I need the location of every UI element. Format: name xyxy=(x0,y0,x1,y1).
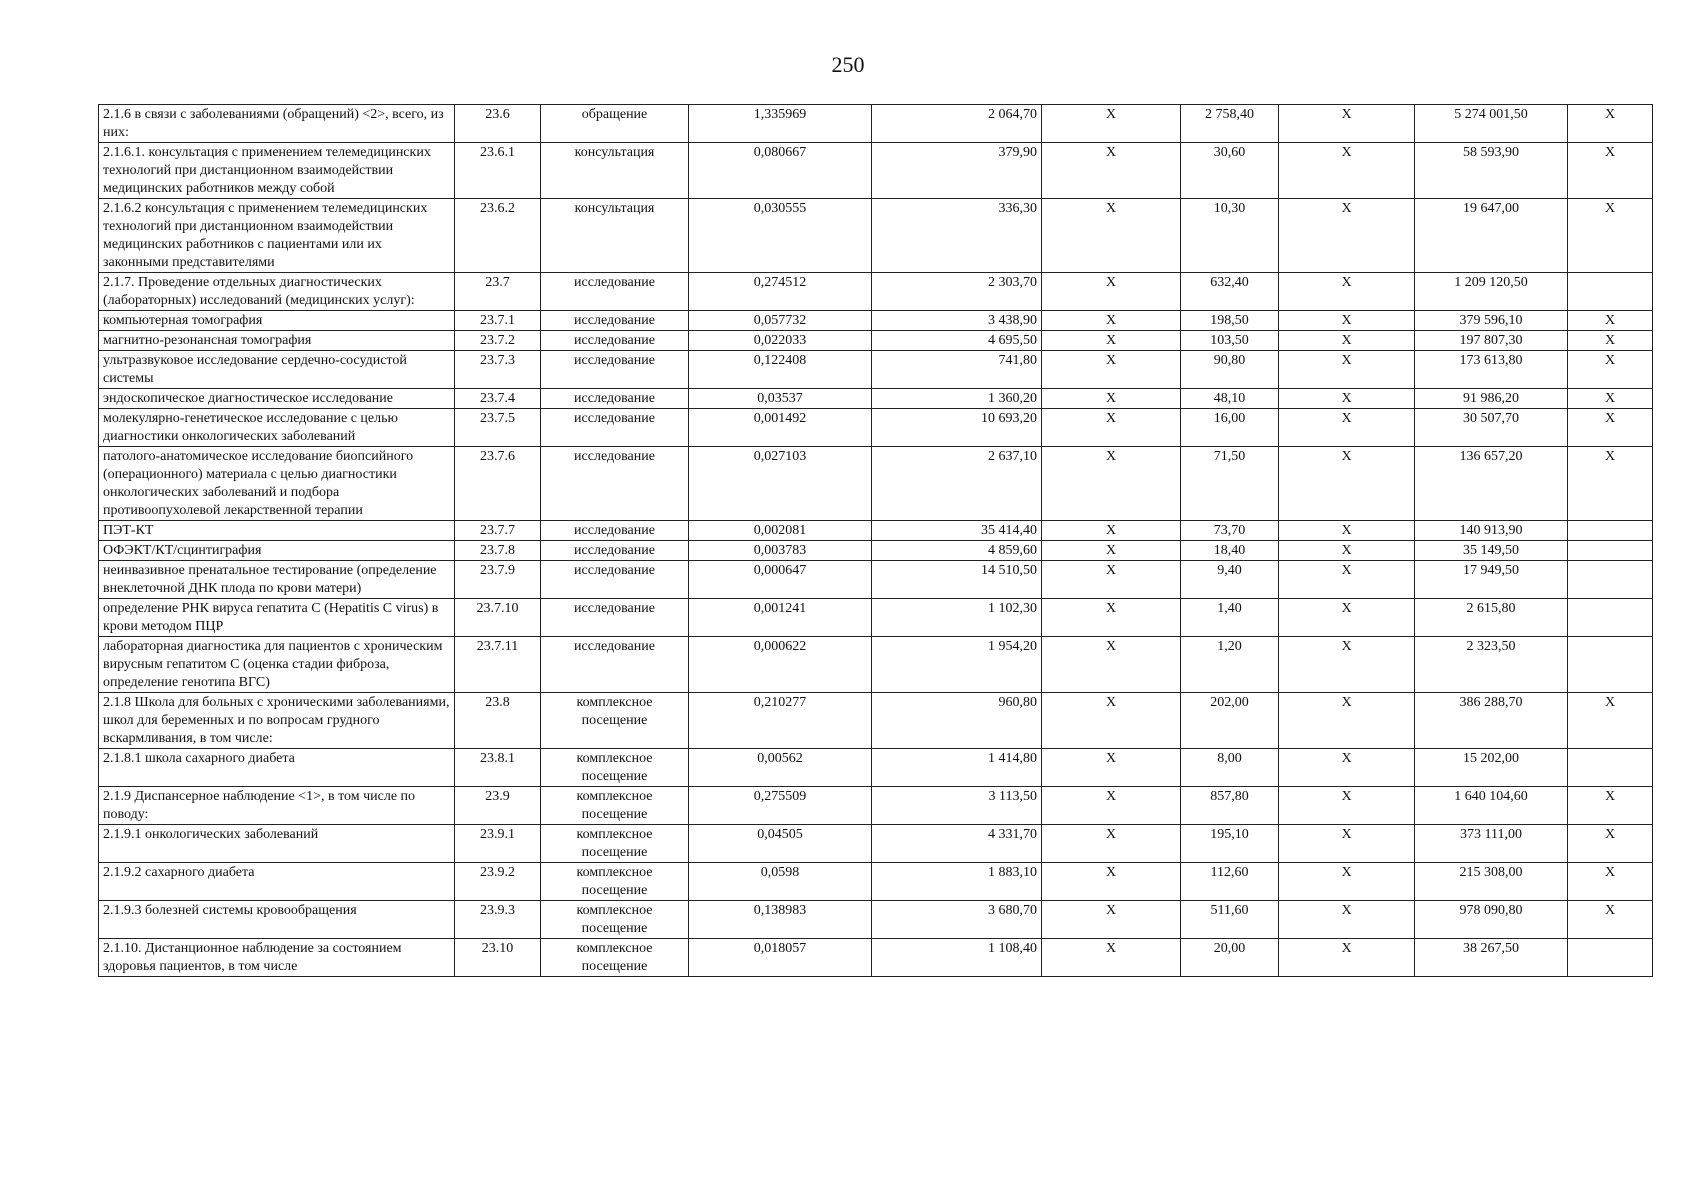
row-norm-cell: 0,001492 xyxy=(689,409,872,447)
row-name-cell: 2.1.6.2 консультация с применением телемедицинских технологий при дистанционном взаимодействии медицинских работников с пациентами или их законными представителями xyxy=(99,199,455,273)
row-name-cell: неинвазивное пренатальное тестирование (определение внеклеточной ДНК плода по крови матери) xyxy=(99,561,455,599)
row-x-mark-cell xyxy=(1568,561,1653,599)
row-code-cell: 23.7.4 xyxy=(455,389,541,409)
row-sum-cell: 379 596,10 xyxy=(1415,311,1568,331)
row-x-mark-cell: X xyxy=(1568,825,1653,863)
row-code-cell: 23.7.7 xyxy=(455,521,541,541)
row-cost-cell: 3 680,70 xyxy=(872,901,1042,939)
row-norm-cell: 0,022033 xyxy=(689,331,872,351)
row-x-mark-cell: X xyxy=(1279,389,1415,409)
table-row xyxy=(99,447,1653,521)
row-x-mark-cell: X xyxy=(1279,105,1415,143)
row-x-mark-cell: X xyxy=(1279,825,1415,863)
row-name-cell: ультразвуковое исследование сердечно-сосудистой системы xyxy=(99,351,455,389)
row-code-cell: 23.7.6 xyxy=(455,447,541,521)
table-row xyxy=(99,863,1653,901)
table-row xyxy=(99,749,1653,787)
row-x-mark-cell: X xyxy=(1568,331,1653,351)
row-cost-cell: 2 303,70 xyxy=(872,273,1042,311)
row-x-mark-cell: X xyxy=(1279,787,1415,825)
row-x-mark-cell: X xyxy=(1279,637,1415,693)
row-name-cell: ОФЭКТ/КТ/сцинтиграфия xyxy=(99,541,455,561)
tariff-table xyxy=(98,104,1653,977)
row-unit-cell: комплексное посещение xyxy=(541,749,689,787)
table-row xyxy=(99,143,1653,199)
table-row xyxy=(99,599,1653,637)
row-x-mark-cell: X xyxy=(1042,787,1181,825)
row-x-mark-cell: X xyxy=(1279,561,1415,599)
row-code-cell: 23.7.3 xyxy=(455,351,541,389)
row-norm-cell: 0,03537 xyxy=(689,389,872,409)
row-sum-cell: 38 267,50 xyxy=(1415,939,1568,977)
row-sum-cell: 197 807,30 xyxy=(1415,331,1568,351)
row-sum-cell: 386 288,70 xyxy=(1415,693,1568,749)
table-row xyxy=(99,521,1653,541)
row-norm-cell: 0,138983 xyxy=(689,901,872,939)
row-unit-cell: исследование xyxy=(541,599,689,637)
row-x-mark-cell: X xyxy=(1568,409,1653,447)
row-sum-cell: 1 640 104,60 xyxy=(1415,787,1568,825)
row-name-cell: 2.1.7. Проведение отдельных диагностических (лабораторных) исследований (медицинских услуг): xyxy=(99,273,455,311)
row-name-cell: 2.1.10. Дистанционное наблюдение за состоянием здоровья пациентов, в том числе xyxy=(99,939,455,977)
row-x-mark-cell: X xyxy=(1042,825,1181,863)
row-value-cell: 16,00 xyxy=(1181,409,1279,447)
row-value-cell: 48,10 xyxy=(1181,389,1279,409)
row-cost-cell: 379,90 xyxy=(872,143,1042,199)
row-name-cell: 2.1.9.1 онкологических заболеваний xyxy=(99,825,455,863)
row-unit-cell: исследование xyxy=(541,521,689,541)
row-norm-cell: 0,002081 xyxy=(689,521,872,541)
table-row xyxy=(99,311,1653,331)
row-x-mark-cell: X xyxy=(1042,273,1181,311)
row-code-cell: 23.7.2 xyxy=(455,331,541,351)
row-norm-cell: 0,122408 xyxy=(689,351,872,389)
table-row xyxy=(99,541,1653,561)
row-x-mark-cell: X xyxy=(1568,311,1653,331)
table-row xyxy=(99,351,1653,389)
row-name-cell: 2.1.9.3 болезней системы кровообращения xyxy=(99,901,455,939)
row-name-cell: ПЭТ-КТ xyxy=(99,521,455,541)
row-name-cell: определение РНК вируса гепатита С (Hepatitis C virus) в крови методом ПЦР xyxy=(99,599,455,637)
row-cost-cell: 3 438,90 xyxy=(872,311,1042,331)
row-norm-cell: 0,030555 xyxy=(689,199,872,273)
row-x-mark-cell xyxy=(1568,637,1653,693)
row-code-cell: 23.10 xyxy=(455,939,541,977)
row-sum-cell: 2 615,80 xyxy=(1415,599,1568,637)
row-sum-cell: 215 308,00 xyxy=(1415,863,1568,901)
row-code-cell: 23.9 xyxy=(455,787,541,825)
row-x-mark-cell: X xyxy=(1042,561,1181,599)
row-code-cell: 23.7.10 xyxy=(455,599,541,637)
row-x-mark-cell: X xyxy=(1042,105,1181,143)
row-unit-cell: исследование xyxy=(541,311,689,331)
row-x-mark-cell: X xyxy=(1279,939,1415,977)
row-sum-cell: 35 149,50 xyxy=(1415,541,1568,561)
row-x-mark-cell: X xyxy=(1279,541,1415,561)
row-code-cell: 23.9.2 xyxy=(455,863,541,901)
row-cost-cell: 2 064,70 xyxy=(872,105,1042,143)
row-cost-cell: 1 360,20 xyxy=(872,389,1042,409)
row-value-cell: 103,50 xyxy=(1181,331,1279,351)
row-sum-cell: 136 657,20 xyxy=(1415,447,1568,521)
row-x-mark-cell: X xyxy=(1042,143,1181,199)
table-row xyxy=(99,199,1653,273)
row-sum-cell: 373 111,00 xyxy=(1415,825,1568,863)
row-x-mark-cell: X xyxy=(1042,351,1181,389)
row-code-cell: 23.7.1 xyxy=(455,311,541,331)
row-unit-cell: исследование xyxy=(541,561,689,599)
row-x-mark-cell: X xyxy=(1042,637,1181,693)
row-cost-cell: 960,80 xyxy=(872,693,1042,749)
row-x-mark-cell: X xyxy=(1568,693,1653,749)
row-cost-cell: 1 108,40 xyxy=(872,939,1042,977)
row-x-mark-cell: X xyxy=(1279,409,1415,447)
row-x-mark-cell: X xyxy=(1279,521,1415,541)
row-x-mark-cell xyxy=(1568,273,1653,311)
row-name-cell: патолого-анатомическое исследование биопсийного (операционного) материала с целью диагностики онкологических заболеваний и подбора противоопухолевой лекарственной терапии xyxy=(99,447,455,521)
row-sum-cell: 19 647,00 xyxy=(1415,199,1568,273)
row-code-cell: 23.7.11 xyxy=(455,637,541,693)
table-row xyxy=(99,105,1653,143)
row-norm-cell: 0,003783 xyxy=(689,541,872,561)
table-row xyxy=(99,561,1653,599)
table-row xyxy=(99,409,1653,447)
row-sum-cell: 173 613,80 xyxy=(1415,351,1568,389)
row-sum-cell: 58 593,90 xyxy=(1415,143,1568,199)
row-unit-cell: исследование xyxy=(541,351,689,389)
table-row xyxy=(99,331,1653,351)
row-cost-cell: 2 637,10 xyxy=(872,447,1042,521)
row-cost-cell: 4 695,50 xyxy=(872,331,1042,351)
row-norm-cell: 0,275509 xyxy=(689,787,872,825)
row-sum-cell: 2 323,50 xyxy=(1415,637,1568,693)
row-code-cell: 23.6.2 xyxy=(455,199,541,273)
row-cost-cell: 1 883,10 xyxy=(872,863,1042,901)
row-value-cell: 73,70 xyxy=(1181,521,1279,541)
row-sum-cell: 30 507,70 xyxy=(1415,409,1568,447)
row-name-cell: 2.1.6.1. консультация с применением телемедицинских технологий при дистанционном взаимодействии медицинских работников между собой xyxy=(99,143,455,199)
row-sum-cell: 1 209 120,50 xyxy=(1415,273,1568,311)
row-unit-cell: исследование xyxy=(541,409,689,447)
row-unit-cell: исследование xyxy=(541,447,689,521)
row-code-cell: 23.6.1 xyxy=(455,143,541,199)
row-x-mark-cell: X xyxy=(1568,863,1653,901)
row-code-cell: 23.9.1 xyxy=(455,825,541,863)
row-name-cell: 2.1.8.1 школа сахарного диабета xyxy=(99,749,455,787)
row-x-mark-cell: X xyxy=(1568,389,1653,409)
row-norm-cell: 0,0598 xyxy=(689,863,872,901)
row-x-mark-cell: X xyxy=(1568,351,1653,389)
row-cost-cell: 3 113,50 xyxy=(872,787,1042,825)
row-x-mark-cell: X xyxy=(1042,521,1181,541)
row-value-cell: 1,40 xyxy=(1181,599,1279,637)
row-x-mark-cell: X xyxy=(1279,311,1415,331)
row-x-mark-cell: X xyxy=(1568,447,1653,521)
row-x-mark-cell: X xyxy=(1568,105,1653,143)
row-norm-cell: 0,04505 xyxy=(689,825,872,863)
row-value-cell: 20,00 xyxy=(1181,939,1279,977)
row-code-cell: 23.7.9 xyxy=(455,561,541,599)
row-value-cell: 632,40 xyxy=(1181,273,1279,311)
row-unit-cell: комплексное посещение xyxy=(541,863,689,901)
table-row xyxy=(99,901,1653,939)
row-name-cell: эндоскопическое диагностическое исследование xyxy=(99,389,455,409)
row-unit-cell: исследование xyxy=(541,637,689,693)
row-x-mark-cell: X xyxy=(1042,389,1181,409)
row-value-cell: 857,80 xyxy=(1181,787,1279,825)
row-cost-cell: 336,30 xyxy=(872,199,1042,273)
row-name-cell: 2.1.6 в связи с заболеваниями (обращений) <2>, всего, из них: xyxy=(99,105,455,143)
row-x-mark-cell xyxy=(1568,541,1653,561)
row-x-mark-cell: X xyxy=(1042,693,1181,749)
row-norm-cell: 0,027103 xyxy=(689,447,872,521)
row-x-mark-cell xyxy=(1568,749,1653,787)
row-cost-cell: 10 693,20 xyxy=(872,409,1042,447)
row-value-cell: 90,80 xyxy=(1181,351,1279,389)
row-cost-cell: 4 859,60 xyxy=(872,541,1042,561)
row-x-mark-cell: X xyxy=(1279,901,1415,939)
row-x-mark-cell xyxy=(1568,599,1653,637)
row-cost-cell: 4 331,70 xyxy=(872,825,1042,863)
row-x-mark-cell: X xyxy=(1042,541,1181,561)
row-x-mark-cell: X xyxy=(1279,273,1415,311)
row-unit-cell: комплексное посещение xyxy=(541,825,689,863)
row-norm-cell: 0,018057 xyxy=(689,939,872,977)
row-value-cell: 10,30 xyxy=(1181,199,1279,273)
row-x-mark-cell: X xyxy=(1568,901,1653,939)
row-norm-cell: 0,080667 xyxy=(689,143,872,199)
row-unit-cell: комплексное посещение xyxy=(541,939,689,977)
row-name-cell: магнитно-резонансная томография xyxy=(99,331,455,351)
row-norm-cell: 0,001241 xyxy=(689,599,872,637)
row-name-cell: 2.1.9.2 сахарного диабета xyxy=(99,863,455,901)
row-code-cell: 23.8 xyxy=(455,693,541,749)
row-x-mark-cell: X xyxy=(1042,409,1181,447)
row-x-mark-cell: X xyxy=(1279,447,1415,521)
row-unit-cell: исследование xyxy=(541,389,689,409)
table-body xyxy=(99,105,1653,977)
row-x-mark-cell: X xyxy=(1279,749,1415,787)
row-value-cell: 71,50 xyxy=(1181,447,1279,521)
table-row xyxy=(99,693,1653,749)
table-row xyxy=(99,273,1653,311)
row-value-cell: 8,00 xyxy=(1181,749,1279,787)
row-code-cell: 23.7.8 xyxy=(455,541,541,561)
row-value-cell: 30,60 xyxy=(1181,143,1279,199)
row-sum-cell: 15 202,00 xyxy=(1415,749,1568,787)
row-value-cell: 1,20 xyxy=(1181,637,1279,693)
table-row xyxy=(99,787,1653,825)
row-unit-cell: обращение xyxy=(541,105,689,143)
row-x-mark-cell: X xyxy=(1279,351,1415,389)
row-norm-cell: 0,274512 xyxy=(689,273,872,311)
row-code-cell: 23.7 xyxy=(455,273,541,311)
row-value-cell: 18,40 xyxy=(1181,541,1279,561)
row-name-cell: компьютерная томография xyxy=(99,311,455,331)
row-norm-cell: 0,000647 xyxy=(689,561,872,599)
row-value-cell: 202,00 xyxy=(1181,693,1279,749)
row-value-cell: 112,60 xyxy=(1181,863,1279,901)
row-unit-cell: консультация xyxy=(541,199,689,273)
row-cost-cell: 741,80 xyxy=(872,351,1042,389)
row-value-cell: 198,50 xyxy=(1181,311,1279,331)
row-norm-cell: 0,000622 xyxy=(689,637,872,693)
row-x-mark-cell: X xyxy=(1042,599,1181,637)
row-unit-cell: комплексное посещение xyxy=(541,693,689,749)
row-value-cell: 195,10 xyxy=(1181,825,1279,863)
table-row xyxy=(99,939,1653,977)
row-sum-cell: 91 986,20 xyxy=(1415,389,1568,409)
row-x-mark-cell xyxy=(1568,939,1653,977)
row-code-cell: 23.6 xyxy=(455,105,541,143)
row-x-mark-cell: X xyxy=(1279,693,1415,749)
row-code-cell: 23.7.5 xyxy=(455,409,541,447)
row-sum-cell: 17 949,50 xyxy=(1415,561,1568,599)
row-x-mark-cell: X xyxy=(1568,143,1653,199)
row-unit-cell: комплексное посещение xyxy=(541,901,689,939)
row-x-mark-cell: X xyxy=(1042,749,1181,787)
row-sum-cell: 5 274 001,50 xyxy=(1415,105,1568,143)
row-value-cell: 9,40 xyxy=(1181,561,1279,599)
row-x-mark-cell: X xyxy=(1279,331,1415,351)
row-unit-cell: исследование xyxy=(541,541,689,561)
row-cost-cell: 14 510,50 xyxy=(872,561,1042,599)
row-x-mark-cell: X xyxy=(1279,199,1415,273)
row-cost-cell: 1 102,30 xyxy=(872,599,1042,637)
row-sum-cell: 140 913,90 xyxy=(1415,521,1568,541)
row-unit-cell: комплексное посещение xyxy=(541,787,689,825)
row-x-mark-cell: X xyxy=(1042,863,1181,901)
page-number: 250 xyxy=(831,52,865,77)
table-row xyxy=(99,389,1653,409)
row-unit-cell: исследование xyxy=(541,273,689,311)
row-x-mark-cell: X xyxy=(1042,901,1181,939)
row-name-cell: 2.1.8 Школа для больных с хроническими заболеваниями, школ для беременных и по вопросам грудного вскармливания, в том числе: xyxy=(99,693,455,749)
row-x-mark-cell: X xyxy=(1568,787,1653,825)
row-norm-cell: 0,00562 xyxy=(689,749,872,787)
row-cost-cell: 1 954,20 xyxy=(872,637,1042,693)
row-x-mark-cell xyxy=(1568,521,1653,541)
row-name-cell: лабораторная диагностика для пациентов с хроническим вирусным гепатитом С (оценка стадии фиброза, определение генотипа ВГС) xyxy=(99,637,455,693)
row-x-mark-cell: X xyxy=(1042,331,1181,351)
row-sum-cell: 978 090,80 xyxy=(1415,901,1568,939)
row-x-mark-cell: X xyxy=(1279,599,1415,637)
row-name-cell: молекулярно-генетическое исследование с целью диагностики онкологических заболеваний xyxy=(99,409,455,447)
row-cost-cell: 1 414,80 xyxy=(872,749,1042,787)
row-x-mark-cell: X xyxy=(1042,447,1181,521)
row-x-mark-cell: X xyxy=(1042,311,1181,331)
table-row xyxy=(99,637,1653,693)
row-norm-cell: 0,210277 xyxy=(689,693,872,749)
row-value-cell: 511,60 xyxy=(1181,901,1279,939)
table-row xyxy=(99,825,1653,863)
row-name-cell: 2.1.9 Диспансерное наблюдение <1>, в том числе по поводу: xyxy=(99,787,455,825)
row-code-cell: 23.9.3 xyxy=(455,901,541,939)
row-code-cell: 23.8.1 xyxy=(455,749,541,787)
row-x-mark-cell: X xyxy=(1042,939,1181,977)
row-x-mark-cell: X xyxy=(1042,199,1181,273)
row-unit-cell: консультация xyxy=(541,143,689,199)
row-value-cell: 2 758,40 xyxy=(1181,105,1279,143)
row-norm-cell: 1,335969 xyxy=(689,105,872,143)
row-unit-cell: исследование xyxy=(541,331,689,351)
row-norm-cell: 0,057732 xyxy=(689,311,872,331)
row-cost-cell: 35 414,40 xyxy=(872,521,1042,541)
row-x-mark-cell: X xyxy=(1568,199,1653,273)
row-x-mark-cell: X xyxy=(1279,143,1415,199)
row-x-mark-cell: X xyxy=(1279,863,1415,901)
